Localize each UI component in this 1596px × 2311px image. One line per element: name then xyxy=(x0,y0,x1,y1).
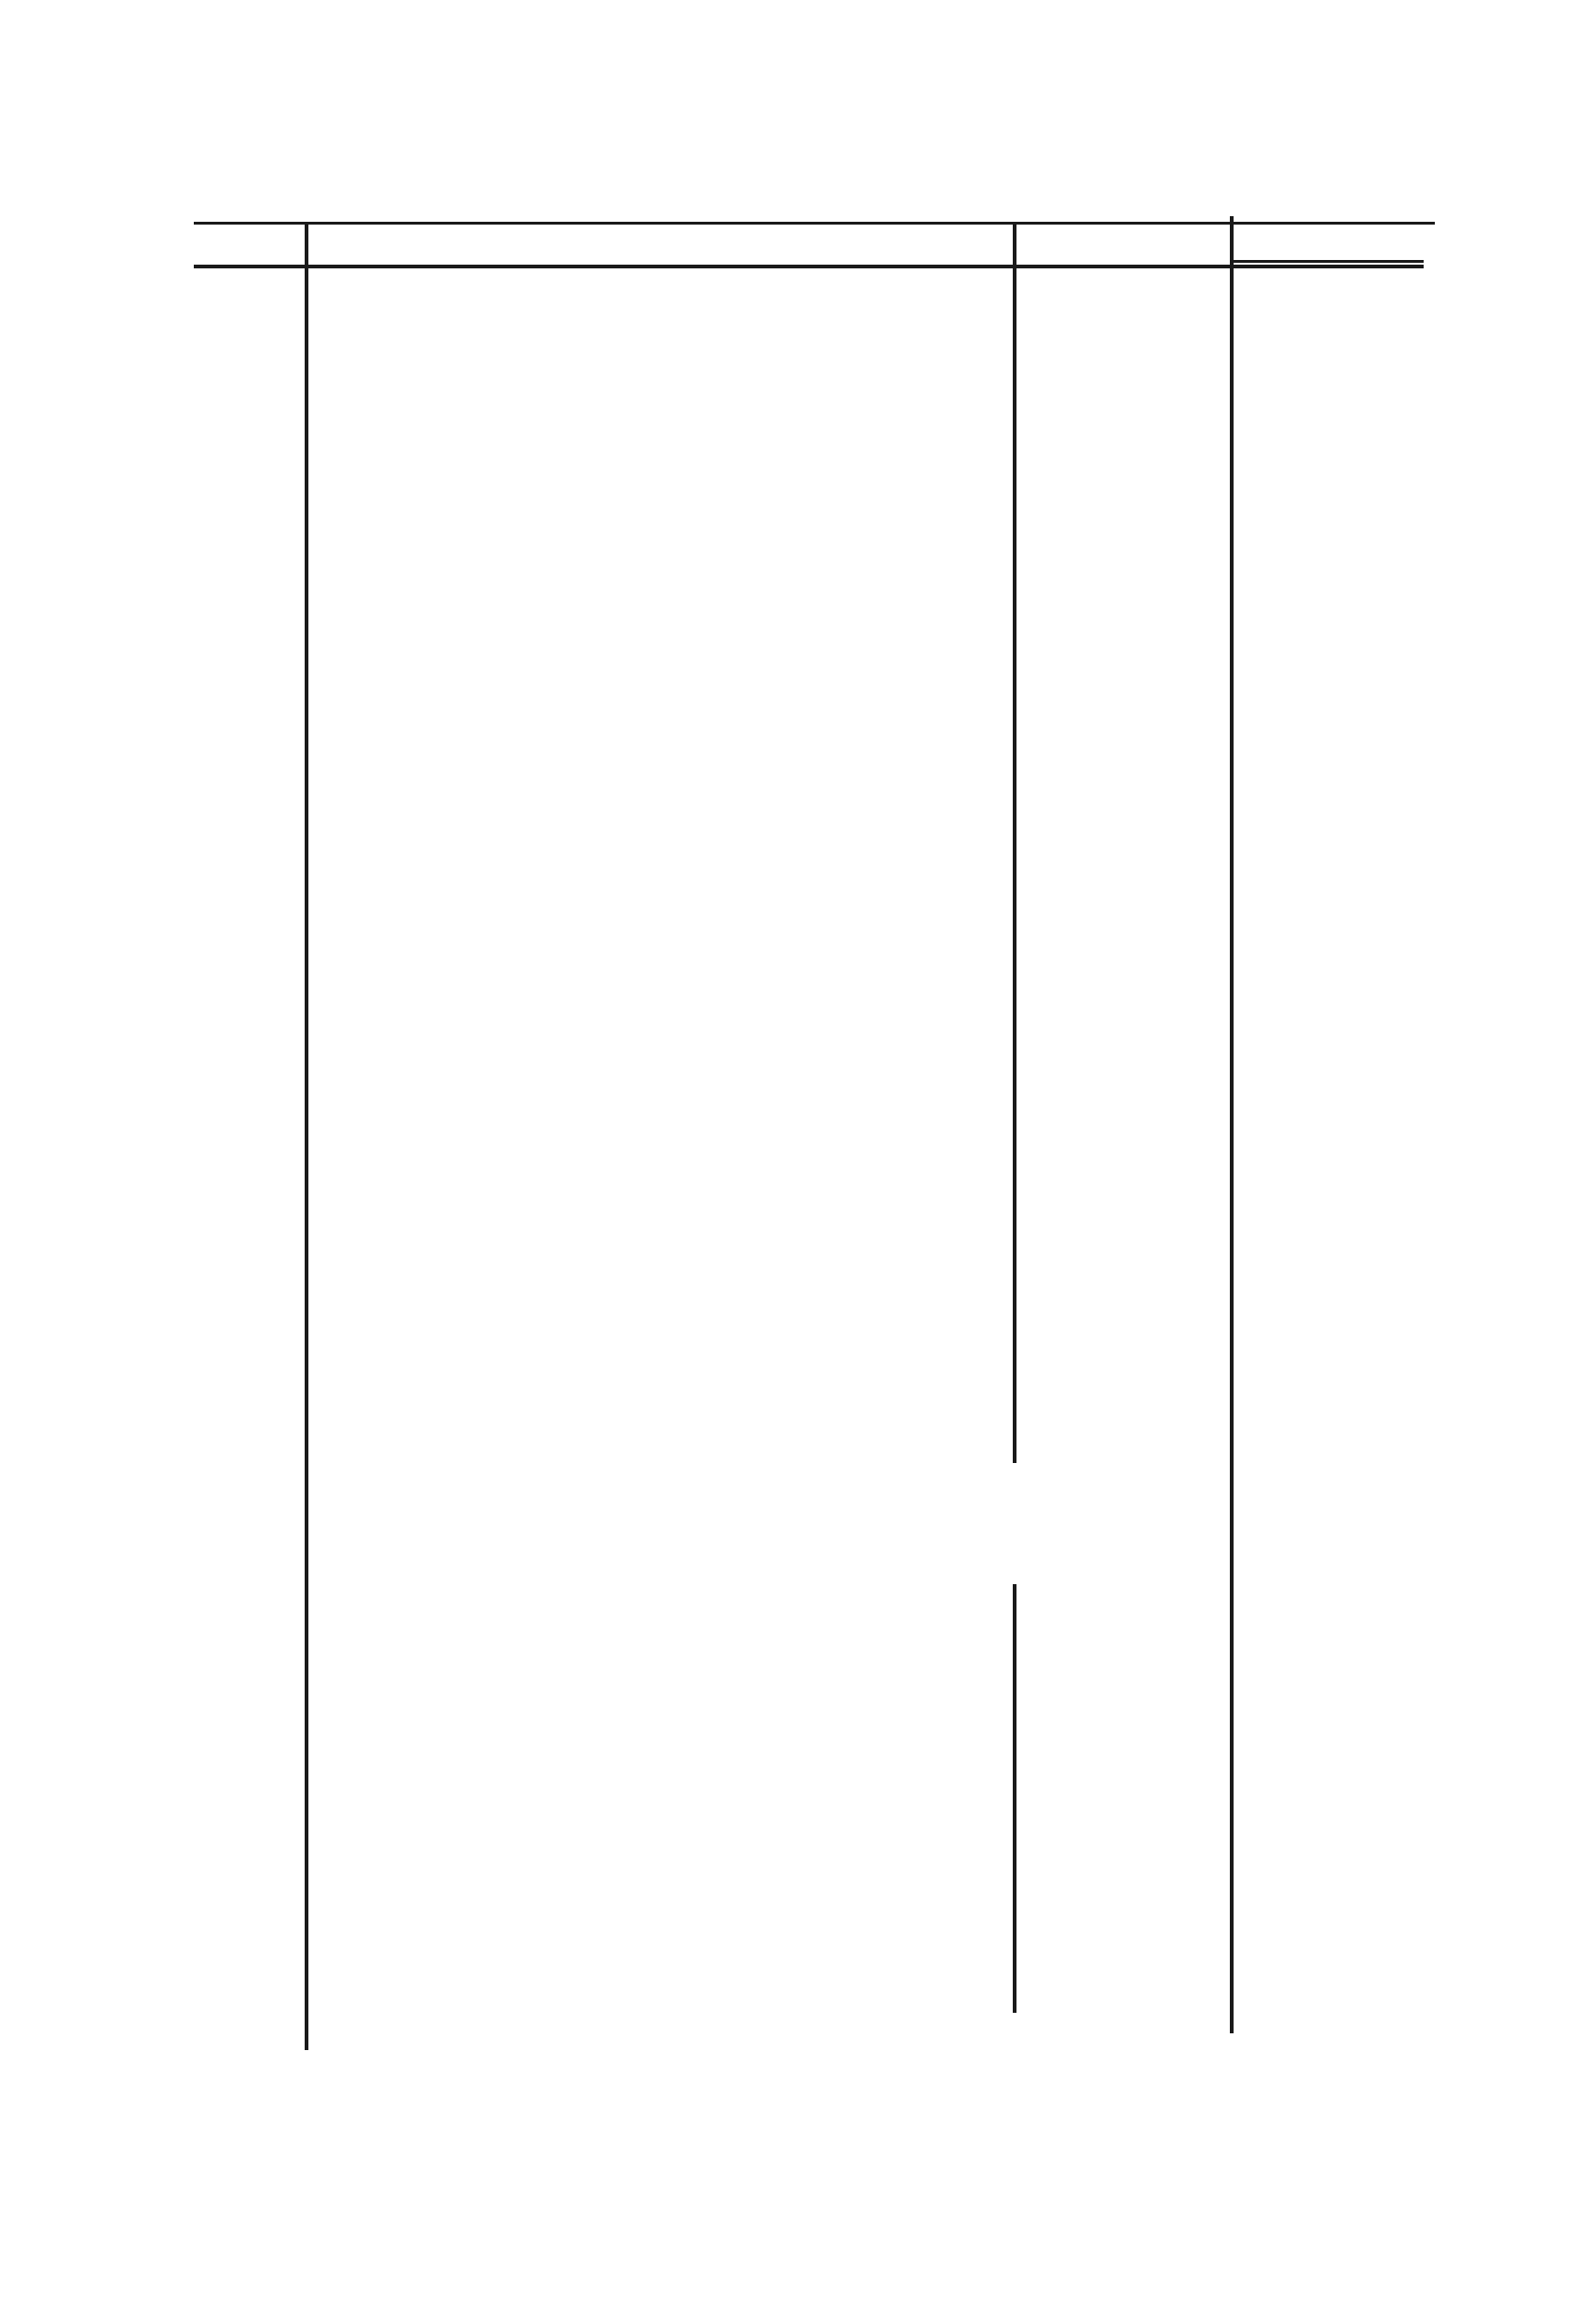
column-header-underline xyxy=(1232,260,1424,263)
divider-value xyxy=(1230,216,1234,2033)
divider-unit-upper xyxy=(1013,224,1016,1463)
table-top-rule xyxy=(194,222,1435,225)
divider-name xyxy=(305,224,308,2050)
table-header-rule xyxy=(194,265,1424,268)
divider-unit-lower xyxy=(1013,1584,1016,2013)
